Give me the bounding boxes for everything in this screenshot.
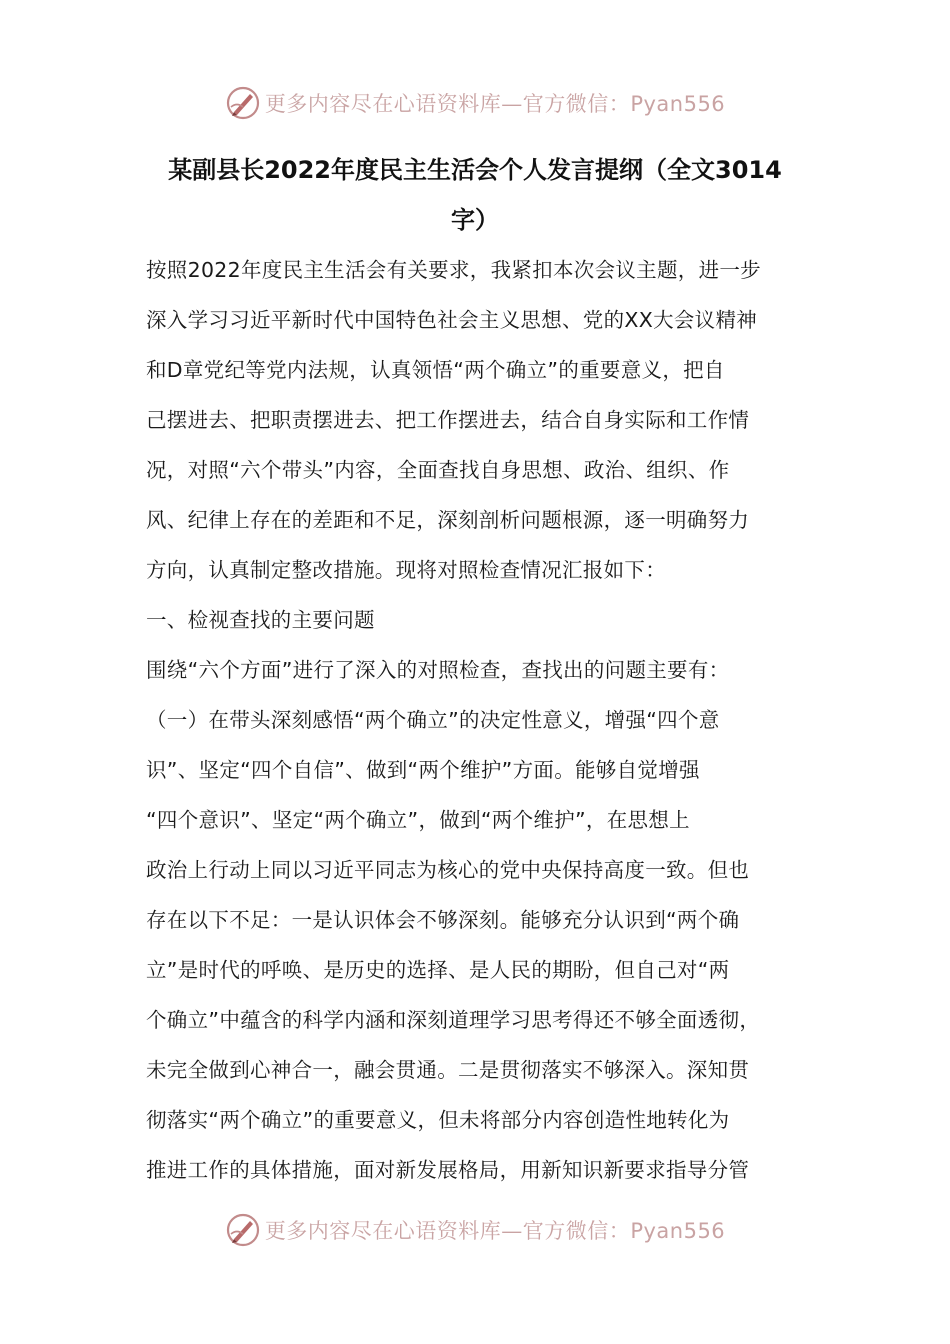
body-line: 识”、坚定“四个自信”、做到“两个维护”方面。能够自觉增强 [146, 758, 700, 782]
pen-logo-icon [225, 1212, 261, 1248]
body-line: 己摆进去、把职责摆进去、把工作摆进去，结合自身实际和工作情 [146, 408, 750, 432]
body-line: 风、纪律上存在的差距和不足，深刻剖析问题根源，逐一明确努力 [146, 508, 750, 532]
pen-logo-icon [225, 85, 261, 121]
body-line: 彻落实“两个确立”的重要意义，但未将部分内容创造性地转化为 [146, 1108, 730, 1132]
body-line: 深入学习习近平新时代中国特色社会主义思想、党的XX大会议精神 [146, 308, 758, 332]
body-line: 个确立”中蕴含的科学内涵和深刻道理学习思考得还不够全面透彻， [146, 1008, 761, 1032]
body-line: 未完全做到心神合一，融会贯通。二是贯彻落实不够深入。深知贯 [146, 1058, 750, 1082]
body-line: （一）在带头深刻感悟“两个确立”的决定性意义，增强“四个意 [146, 708, 720, 732]
wechat-id: Pyan556 [630, 1219, 726, 1243]
body-line: 况，对照“六个带头”内容，全面查找自身思想、政治、组织、作 [146, 458, 730, 482]
body-line: 和D章党纪等党内法规，认真领悟“两个确立”的重要意义，把自 [146, 358, 725, 382]
document-title-line-1: 某副县长2022年度民主生活会个人发言提纲（全文3014 [168, 156, 782, 184]
watermark-banner-bottom [0, 1205, 950, 1255]
watermark-text: 更多内容尽在心语资料库—官方微信：Pyan556 [264, 1219, 726, 1243]
document-title-line-2: 字） [451, 206, 499, 234]
body-line: 按照2022年度民主生活会有关要求，我紧扣本次会议主题，进一步 [146, 258, 761, 282]
watermark-text: 更多内容尽在心语资料库—官方微信：Pyan556 [264, 92, 726, 116]
body-line: “四个意识”、坚定“两个确立”，做到“两个维护”，在思想上 [146, 808, 690, 832]
body-line: 存在以下不足：一是认识体会不够深刻。能够充分认识到“两个确 [146, 908, 740, 932]
body-line: 推进工作的具体措施，面对新发展格局，用新知识新要求指导分管 [146, 1158, 750, 1182]
body-line: 政治上行动上同以习近平同志为核心的党中央保持高度一致。但也 [146, 858, 750, 882]
document-body [146, 245, 806, 1195]
wechat-id: Pyan556 [630, 92, 726, 116]
body-line: 方向，认真制定整改措施。现将对照检查情况汇报如下： [146, 558, 666, 582]
watermark-banner-top [0, 78, 950, 128]
section-heading: 一、检视查找的主要问题 [146, 608, 375, 632]
body-line: 立”是时代的呼唤、是历史的选择、是人民的期盼，但自己对“两 [146, 958, 730, 982]
body-line: 围绕“六个方面”进行了深入的对照检查，查找出的问题主要有： [146, 658, 730, 682]
